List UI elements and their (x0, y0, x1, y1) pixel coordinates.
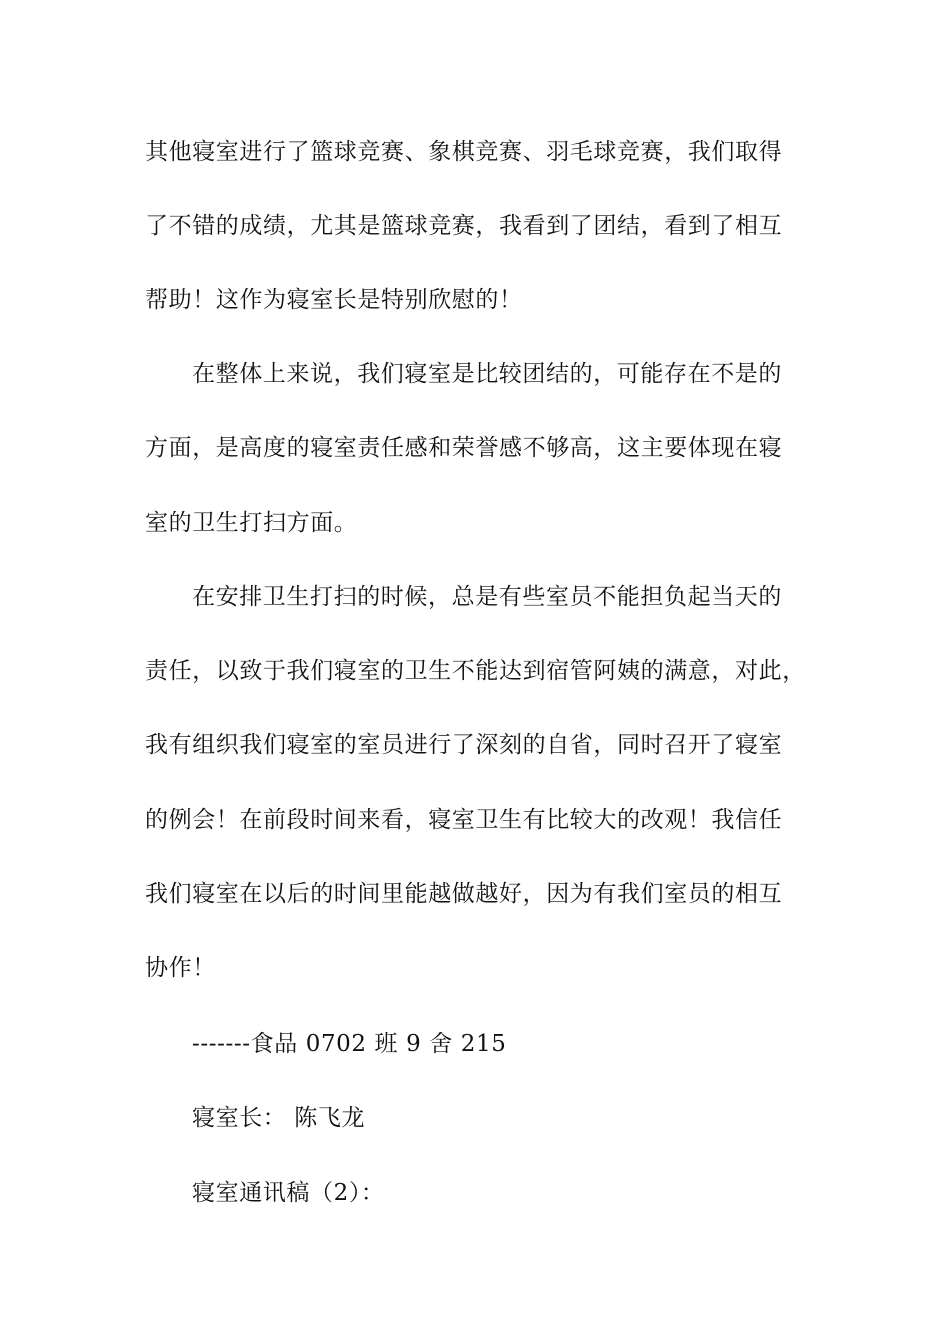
paragraph-line: 帮助！这作为寝室长是特别欣慰的！ (145, 287, 523, 313)
next-section-heading: 寝室通讯稿（2）： (192, 1180, 385, 1206)
paragraph-line: 方面，是高度的寝室责任感和荣誉感不够高，这主要体现在寝 (145, 435, 783, 461)
paragraph-line: 责任，以致于我们寝室的卫生不能达到宿管阿姨的满意，对此， (145, 658, 806, 684)
paragraph-line: 在安排卫生打扫的时候，总是有些室员不能担负起当天的 (192, 584, 782, 610)
paragraph-line: 我有组织我们寝室的室员进行了深刻的自省，同时召开了寝室 (145, 732, 783, 758)
paragraph-line: 我们寝室在以后的时间里能越做越好，因为有我们室员的相互 (145, 881, 783, 907)
paragraph-line: 其他寝室进行了篮球竞赛、象棋竞赛、羽毛球竞赛，我们取得 (145, 139, 783, 165)
paragraph-line: 在整体上来说，我们寝室是比较团结的，可能存在不是的 (192, 361, 782, 387)
signature-name: 寝室长： 陈飞龙 (192, 1105, 366, 1131)
paragraph-line: 的例会！在前段时间来看，寝室卫生有比较大的改观！我信任 (145, 807, 783, 833)
signature-class: -------食品 0702 班 9 舍 215 (192, 1031, 507, 1057)
paragraph-line: 了不错的成绩，尤其是篮球竞赛，我看到了团结，看到了相互 (145, 213, 783, 239)
paragraph-line: 协作！ (145, 955, 216, 981)
paragraph-line: 室的卫生打扫方面。 (145, 510, 358, 536)
